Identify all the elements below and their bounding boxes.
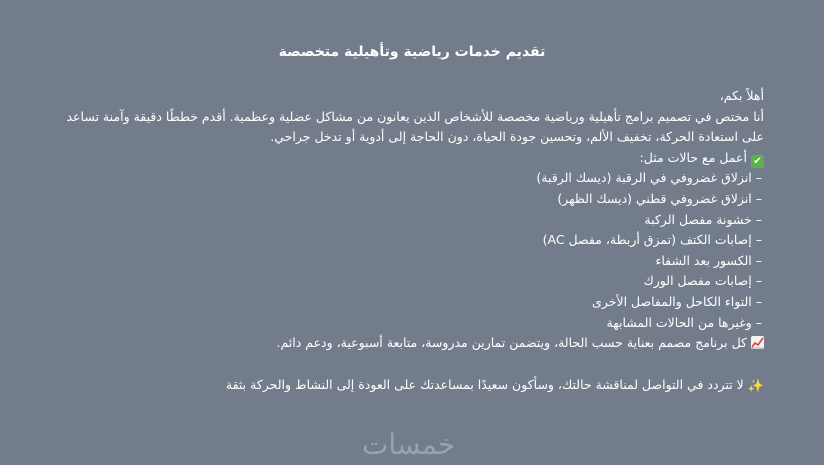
- check-mark-button-icon: ✔: [751, 155, 764, 168]
- list-item: – الكسور بعد الشفاء: [655, 252, 762, 268]
- program-note-line: [54, 333, 764, 354]
- cases-list: [54, 168, 764, 333]
- watermark-logo: خمسات: [362, 428, 456, 461]
- list-item: – وغيرها من الحالات المشابهة: [606, 314, 762, 330]
- chart-increasing-icon: [751, 336, 764, 349]
- program-note: كل برنامج مصمم بعناية حسب الحالة، ويتضمن تمارين مدروسة، متابعة أسبوعية، ودعم دائم.: [276, 335, 747, 351]
- cases-heading-line: [54, 148, 764, 169]
- closing-text: لا تتردد في التواصل لمناقشة حالتك، وسأكون سعيدًا بمساعدتك على العودة إلى النشاط والحركة بثقة: [225, 376, 744, 392]
- list-item: – التواء الكاحل والمفاصل الأخرى: [592, 293, 762, 309]
- list-item: – انزلاق غضروفي قطني (ديسك الظهر): [557, 190, 762, 206]
- greeting: أهلاً بكم،: [719, 88, 764, 103]
- list-item: – إصابات الكتف (تمزق أربطة، مفصل AC): [542, 232, 762, 248]
- spacer: [54, 354, 764, 375]
- page-title: تقديم خدمات رياضية وتأهيلية متخصصة: [278, 44, 546, 60]
- closing-line: [54, 375, 764, 398]
- list-item: – إصابات مفصل الورك: [643, 273, 762, 289]
- sparkles-icon: ✨: [747, 378, 764, 394]
- intro-paragraph: أنا مختص في تصميم برامج تأهيلية ورياضية مخصصة للأشخاص الذين يعانون من مشاكل عضلية وعظمية. أقدم خططًا دقيقة وآمنة تساعد على استعادة الحركة، تخفيف الألم، وتحسين جودة الحياة، دون الحاجة إلى أدوية أو تدخل جراحي.: [66, 108, 764, 145]
- list-item: – انزلاق غضروفي في الرقبة (ديسك الرقبة): [536, 170, 762, 186]
- list-item: – خشونة مفصل الركبة: [644, 211, 762, 227]
- description-body: [54, 86, 764, 397]
- cases-heading: أعمل مع حالات مثل:: [639, 149, 747, 165]
